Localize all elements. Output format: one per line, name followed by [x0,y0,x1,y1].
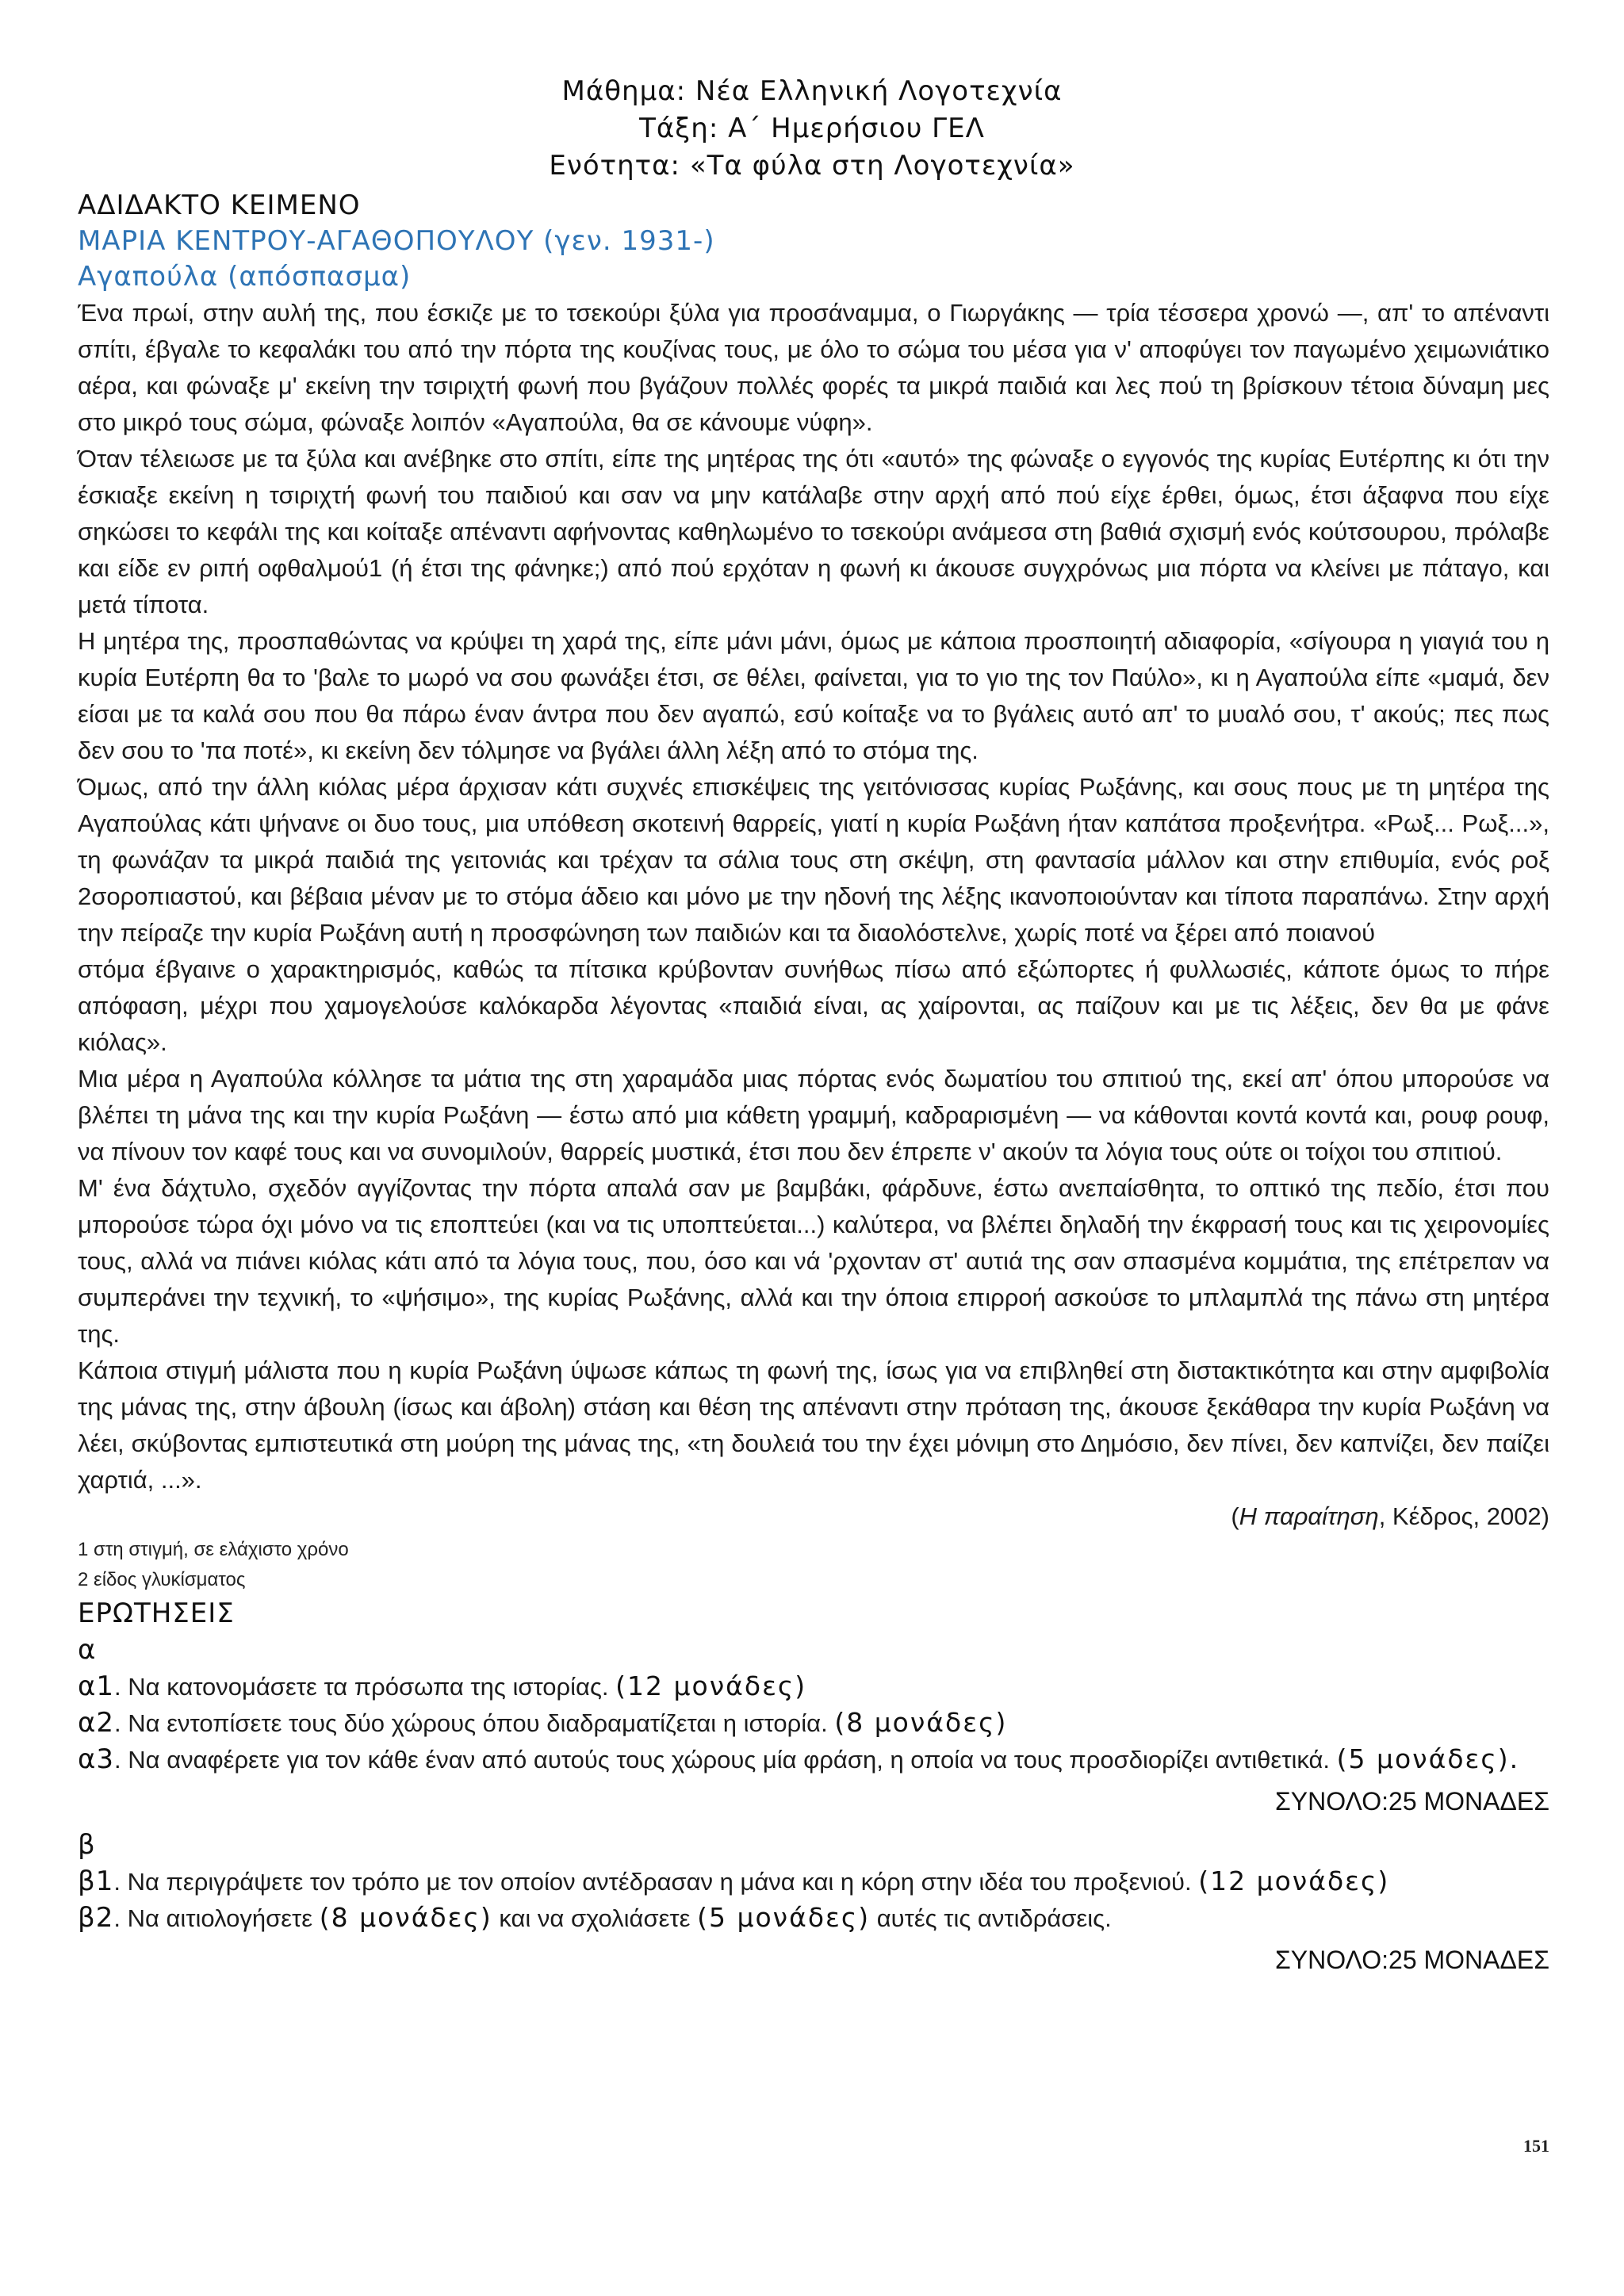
unit-line: Ενότητα: «Τα φύλα στη Λογοτεχνία» [549,150,1075,182]
question-b1-marks: (12 μονάδες) [1198,1866,1390,1896]
paragraph-3: Η μητέρα της, προσπαθώντας να κρύψει τη χαρά της, είπε μάνι μάνι, όμως με κάποια προσποιητή αδιαφορία, «σίγουρα η γιαγιά του η κυρία Ευτέρπη θα το 'βαλε το μωρό να σου φωνάξει έτσι, σε θέλει, φαίνεται, για το γιο της τον Παύλο», κι η Αγαπούλα είπε «μαμά, δεν είσαι με τα καλά σου που θα πάρω έναν άντρα που δεν αγαπώ, εσύ κοίταξε να το βγάλεις αυτό απ' το μυαλό σου, τ' ακούς; πες πως δεν σου το 'πα ποτέ», κι εκείνη δεν τόλμησε να βγάλει άλλη λέξη από το στόμα της. [78,627,1549,764]
question-b2-number: β2 [78,1902,114,1934]
subject-line: Μάθημα: Νέα Ελληνική Λογοτεχνία [561,75,1063,107]
questions-title: ΕΡΩΤΗΣΕΙΣ [78,1598,235,1629]
question-a2-marks: (8 μονάδες) [834,1707,1008,1738]
group-b-total: ΣΥΝΟΛΟ:25 ΜΟΝΑΔΕΣ [1274,1946,1549,1974]
question-b2-marks-2: (5 μονάδες) [697,1902,871,1933]
question-b1-text: . Να περιγράψετε τον τρόπο με τον οποίον αντέδρασαν η μάνα και η κόρη στην ιδέα του προξενιού. [113,1868,1199,1896]
question-a1-number: α1 [78,1670,115,1702]
question-b2-text-3: αυτές τις αντιδράσεις. [870,1904,1112,1932]
question-a3 [78,1741,1549,1777]
citation-open: ( [1231,1502,1239,1530]
paragraph-1: Ένα πρωί, στην αυλή της, που έσκιζε με το τσεκούρι ξύλα για προσάναμμα, ο Γιωργάκης — τρία τέσσερα χρονώ —, απ' το απέναντι σπίτι, έβγαλε το κεφαλάκι του από την πόρτα της κουζίνας τους, με όλο το σώμα του μέσα για ν' αποφύγει τον παγωμένο χειμωνιάτικο αέρα, και φώναξε μ' εκείνη την τσιριχτή φωνή που βγάζουν πολλές φορές τα μικρά παιδιά και λες πού τη βρίσκουν τέτοια δύναμη μες στο μικρό τους σώμα, φώναξε λοιπόν «Αγαπούλα, θα σε κάνουμε νύφη». [78,299,1549,436]
question-a2-text: . Να εντοπίσετε τους δύο χώρους όπου διαδραματίζεται η ιστορία. [114,1709,835,1737]
question-b1 [78,1863,1549,1900]
paragraph-5: Μια μέρα η Αγαπούλα κόλλησε τα μάτια της στη χαραμάδα μιας πόρτας ενός δωματίου του σπιτιού της, εκεί απ' όπου μπορούσε να βλέπει τη μάνα της και την κυρία Ρωξάνη — έστω από μια κάθετη γραμμή, καδραρισμένη — να κάθονται κοντά κοντά και, ρουφ ρουφ, να πίνουν τον καφέ τους και να συνομιλούν, θαρρείς μυστικά, έτσι που δεν έπρεπε ν' ακούν τα λόγια τους ούτε οι τοίχοι του σπιτιού. [78,1065,1549,1165]
author-name: ΜΑΡΙΑ ΚΕΝΤΡΟΥ-ΑΓΑΘΟΠΟΥΛΟΥ (γεν. 1931-) [78,225,715,257]
question-a3-number: α3 [78,1743,115,1775]
question-b1-number: β1 [78,1866,114,1897]
paragraph-4-continued: στόμα έβγαινε ο χαρακτηρισμός, καθώς τα πίτσικα κρύβονταν συνήθως πίσω από εξώπορτες ή φυλλωσιές, κάποτε όμως το πήρε απόφαση, μέχρι που χαμογελούσε καλόκαρδα λέγοντας «παιδιά είναι, ας χαίρονται, ας παίζουν και με τις λέξεις, δεν θα με φάνε κιόλας». [78,955,1549,1056]
work-title: Αγαπούλα (απόσπασμα) [78,261,412,293]
page-number: 151 [1523,2136,1549,2156]
question-a1-marks: (12 μονάδες) [615,1670,807,1701]
question-a2-number: α2 [78,1707,115,1739]
question-a2 [78,1705,1549,1741]
question-a1-text: . Να κατονομάσετε τα πρόσωπα της ιστορίας. [114,1673,616,1701]
group-a-total: ΣΥΝΟΛΟ:25 ΜΟΝΑΔΕΣ [1274,1787,1549,1816]
class-line: Τάξη: Α΄ Ημερήσιου ΓΕΛ [639,113,985,144]
question-a3-text: . Να αναφέρετε για τον κάθε έναν από αυτούς τους χώρους μία φράση, η οποία να τους προσδιορίζει αντιθετικά. [114,1746,1337,1774]
document-header [0,73,1624,185]
footnote-2: 2 είδος γλυκίσματος [78,1569,246,1590]
group-a-letter: α [78,1634,96,1666]
group-b-letter: β [78,1829,95,1861]
section-title: ΑΔΙΔΑΚΤΟ ΚΕΙΜΕΝΟ [78,189,361,221]
citation-book: Η παραίτηση [1239,1502,1379,1530]
paragraph-7: Κάποια στιγμή μάλιστα που η κυρία Ρωξάνη ύψωσε κάπως τη φωνή της, ίσως για να επιβληθεί στη διστακτικότητα και στην αμφιβολία της μάνας της, στην άβουλη (ίσως και άβολη) στάση και θέση της απέναντι στην πρόταση της, άκουσε ξεκάθαρα την κυρία Ρωξάνη να λέει, σκύβοντας εμπιστευτικά στη μούρη της μάνας της, «τη δουλειά του την έχει μόνιμη στο Δημόσιο, δεν πίνει, δεν καπνίζει, δεν παίζει χαρτιά, ...». [78,1357,1549,1494]
paragraph-6: Μ' ένα δάχτυλο, σχεδόν αγγίζοντας την πόρτα απαλά σαν με βαμβάκι, φάρδυνε, έστω ανεπαίσθητα, το οπτικό της πεδίο, έτσι που μπορούσε τώρα όχι μόνο να τις εποπτεύει (και να τις υποπτεύεται...) καλύτερα, να βλέπει δηλαδή την έκφρασή τους και τις χειρονομίες τους, αλλά να πιάνει κιόλας κάτι από τα λόγια τους, που, όσο και νά 'ρχονταν στ' αυτιά της σαν σπασμένα κομμάτια, της επέτρεπαν να συμπεράνει την τεχνική, το «ψήσιμο», της κυρίας Ρωξάνης, αλλά και την όποια επιρροή ασκούσε το μπλαμπλά της πάνω στη μητέρα της. [78,1174,1549,1348]
paragraph-4: Όμως, από την άλλη κιόλας μέρα άρχισαν κάτι συχνές επισκέψεις της γειτόνισσας κυρίας Ρωξάνης, και σους πους με τη μητέρα της Αγαπούλας κάτι ψήνανε οι δυο τους, μια υπόθεση σκοτεινή θαρρείς, γιατί η κυρία Ρωξάνη ήταν καπάτσα προξενήτρα. «Ρωξ... Ρωξ...», τη φωνάζαν τα μικρά παιδιά της γειτονιάς και τρέχαν τα σάλια τους στη σκέψη, στη φαντασία μάλλον και στην επιθυμία, ενός ροξ 2σοροπιαστού, και βέβαια μέναν με το στόμα άδειο και μόνο με την ηδονή της λέξης ικανοποιούνταν και τίποτα παραπάνω. Στην αρχή την πείραζε την κυρία Ρωξάνη αυτή η προσφώνηση των παιδιών και τα διαολόστελνε, χωρίς ποτέ να ξέρει από ποιανού [78,773,1549,947]
footnote-1: 1 στη στιγμή, σε ελάχιστο χρόνο [78,1539,349,1560]
paragraph-2: Όταν τέλειωσε με τα ξύλα και ανέβηκε στο σπίτι, είπε της μητέρας της ότι «αυτό» της φώναξε ο εγγονός της κυρίας Ευτέρπης κι ότι την έσκιαξε εκείνη η τσιριχτή φωνή του παιδιού και σαν να μην κατάλαβε στην αρχή από πού είχε έρθει, όμως, έτσι άξαφνα που είχε σηκώσει το κεφάλι της και κοίταξε απέναντι αφήνοντας καθηλωμένο το τσεκούρι ανάμεσα στη βαθιά σχισμή ενός κούτσουρου, πρόλαβε και είδε εν ριπή οφθαλμού1 (ή έτσι της φάνηκε;) από πού ερχόταν η φωνή κι άκουσε συγχρόνως μια πόρτα να κλείνει με πάταγο, και μετά τίποτα. [78,445,1549,618]
source-citation [78,1498,1549,1535]
question-a1 [78,1668,1549,1705]
question-a3-marks: (5 μονάδες). [1336,1743,1520,1774]
citation-publisher: , Κέδρος, 2002) [1378,1502,1549,1530]
question-b2-text-1: . Να αιτιολογήσετε [113,1904,320,1932]
question-b2-text-2: και να σχολιάσετε [492,1904,698,1932]
document-body [78,187,1549,1985]
question-b2-marks-1: (8 μονάδες) [319,1902,492,1933]
question-b2 [78,1900,1549,1936]
